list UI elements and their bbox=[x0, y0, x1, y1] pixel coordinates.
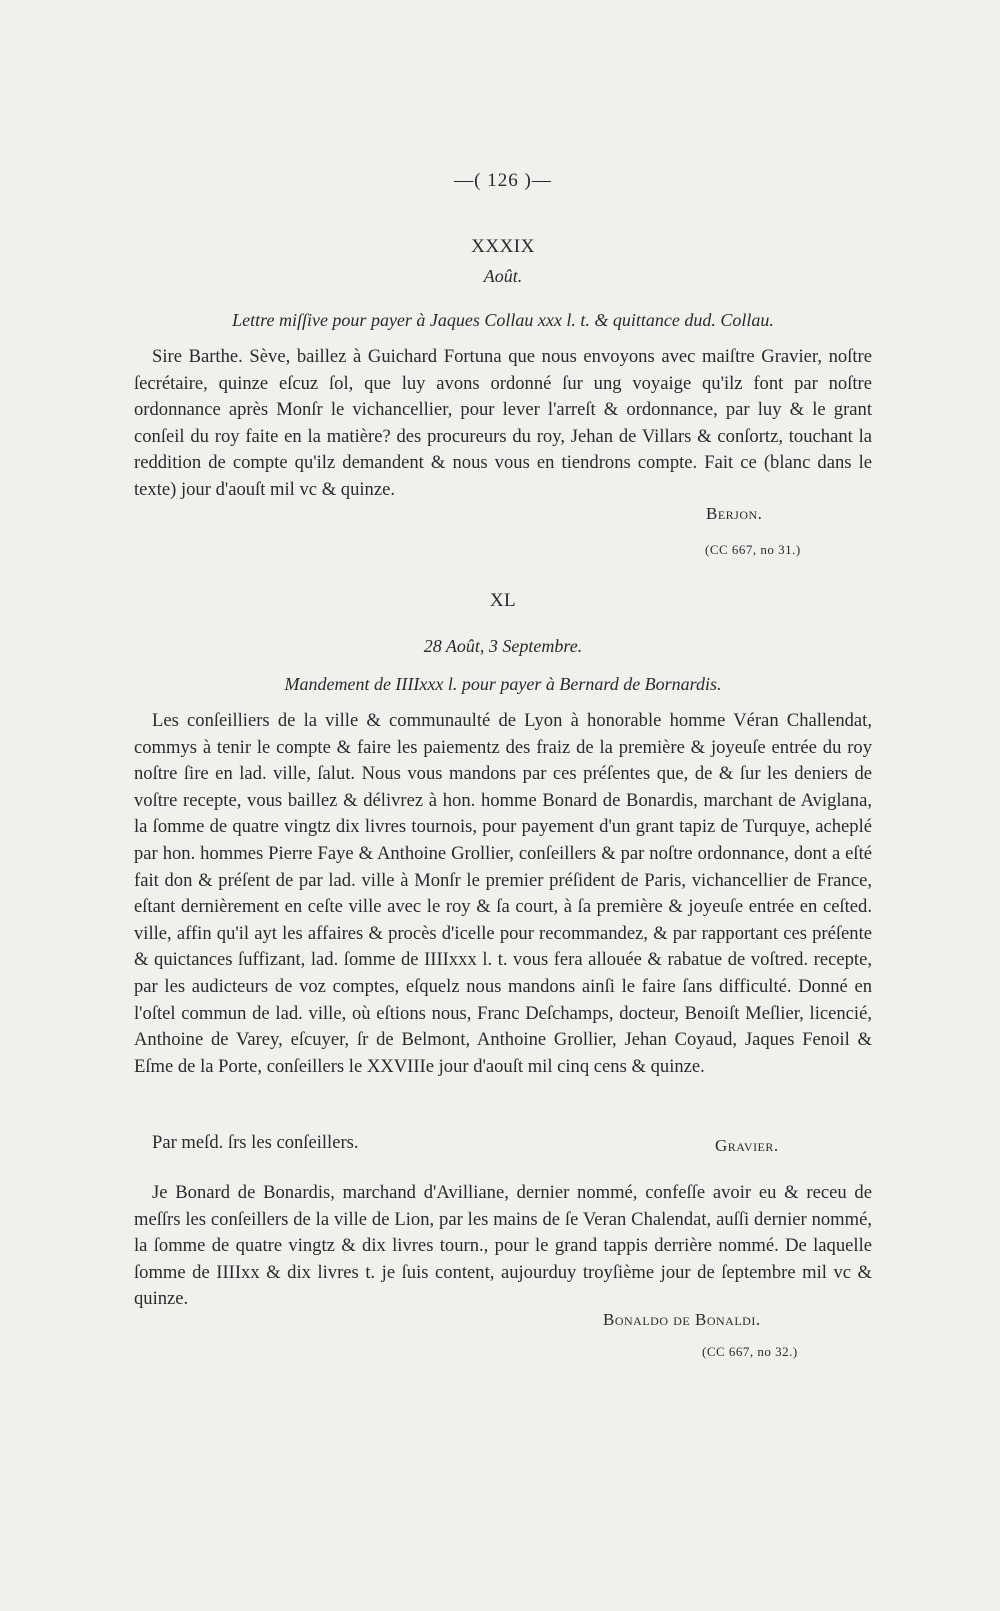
by-order-line: Par meſd. ſrs les conſeillers. bbox=[152, 1132, 359, 1153]
section-date: Août. bbox=[483, 266, 523, 286]
section-numeral: XL bbox=[489, 590, 517, 611]
signature: Bonaldo de Bonaldi. bbox=[603, 1310, 761, 1329]
letter-paragraph: Sire Barthe. Sève, baillez à Guichard Fortuna que nous envoyons avec maiſtre Gravier, noſtre ſecrétaire, quinze eſcuz ſol, que luy avons ordonné ſur ung voyaige qu'ilz font par noſtre ordonnance après Monſr le vichancellier, pour lever l'arreſt & ordonnance, par luy & le grant conſeil du roy faite en la matière? des procureurs du roy, Jehan de Villars & conſortz, touchant la reddition de compte qu'ilz demandent & nous vous en tiendrons compte. Fait ce (blanc dans le texte) jour d'aouſt mil vc & quinze. bbox=[134, 346, 872, 500]
section-numeral: XXXIX bbox=[471, 236, 535, 257]
section-date: 28 Août, 3 Septembre. bbox=[423, 636, 583, 656]
archive-reference: (CC 667, no 32.) bbox=[702, 1344, 798, 1359]
quittance bbox=[134, 1180, 872, 1313]
page-number: —( 126 )— bbox=[454, 170, 552, 191]
quittance-paragraph: Je Bonard de Bonardis, marchand d'Avilliane, dernier nommé, confeſſe avoir eu & receu de meſſrs les conſeillers de la ville de Lion, par les mains de ſe Veran Chalendat, auſſi dernier nommé, la ſomme de quatre vingtz & dix livres tourn., pour le grand tappis derrière nommé. De laquelle ſomme de IIIIxx & dix livres t. je ſuis content, aujourduy troyſième jour de ſeptembre mil vc & quinze. bbox=[134, 1182, 872, 1310]
signature: Berjon. bbox=[706, 504, 763, 523]
section-heading: Lettre miſſive pour payer à Jaques Collau xxx l. t. & quittance dud. Collau. bbox=[232, 310, 774, 330]
signature: Gravier. bbox=[715, 1136, 779, 1155]
section-heading: Mandement de IIIIxxx l. pour payer à Bernard de Bornardis. bbox=[284, 674, 722, 694]
mandate-paragraph: Les conſeilliers de la ville & communaulté de Lyon à honorable homme Véran Challendat, commys à tenir le compte & faire les paiementz des fraiz de la première & joyeuſe entrée du roy noſtre ſire en lad. ville, ſalut. Nous vous mandons par ces préſentes que, de & ſur les deniers de voſtre recepte, vous baillez & délivrez à hon. homme Bonard de Bonardis, marchant de Aviglana, la ſomme de quatre vingtz dix livres tournois, pour payement d'un grant tapiz de Turquye, acheplé par hon. hommes Pierre Faye & Anthoine Grollier, conſeillers & par noſtre ordonnance, dont a eſté fait don & préſent de par lad. ville à Monſr le premier préſident de Paris, vichancellier de France, eſtant dernièrement en ceſte ville avec le roy & ſa court, à ſa première & joyeuſe entrée en ceſted. ville, affin qu'il ayt les affaires & procès d'icelle pour recommandez, & par rapportant ces préſente & quictances ſuffizant, lad. ſomme de IIIIxxx l. t. vous fera allouée & rabatue de voſtred. recepte, par les audicteurs de voz comptes, eſquelz nous mandons ainſi le faire ſans difficulté. Donné en l'oſtel commun de lad. ville, où eſtions nous, Franc Deſchamps, docteur, Benoiſt Meſlier, licencié, Anthoine de Varey, eſcuyer, ſr de Belmont, Anthoine Grollier, Jehan Coyaud, Jaques Fenoil & Eſme de la Porte, conſeillers le XXVIIIe jour d'aouſt mil cinq cens & quinze. bbox=[134, 710, 872, 1077]
archive-reference: (CC 667, no 31.) bbox=[705, 542, 801, 557]
section-body bbox=[134, 344, 872, 504]
section-body bbox=[134, 708, 872, 1080]
